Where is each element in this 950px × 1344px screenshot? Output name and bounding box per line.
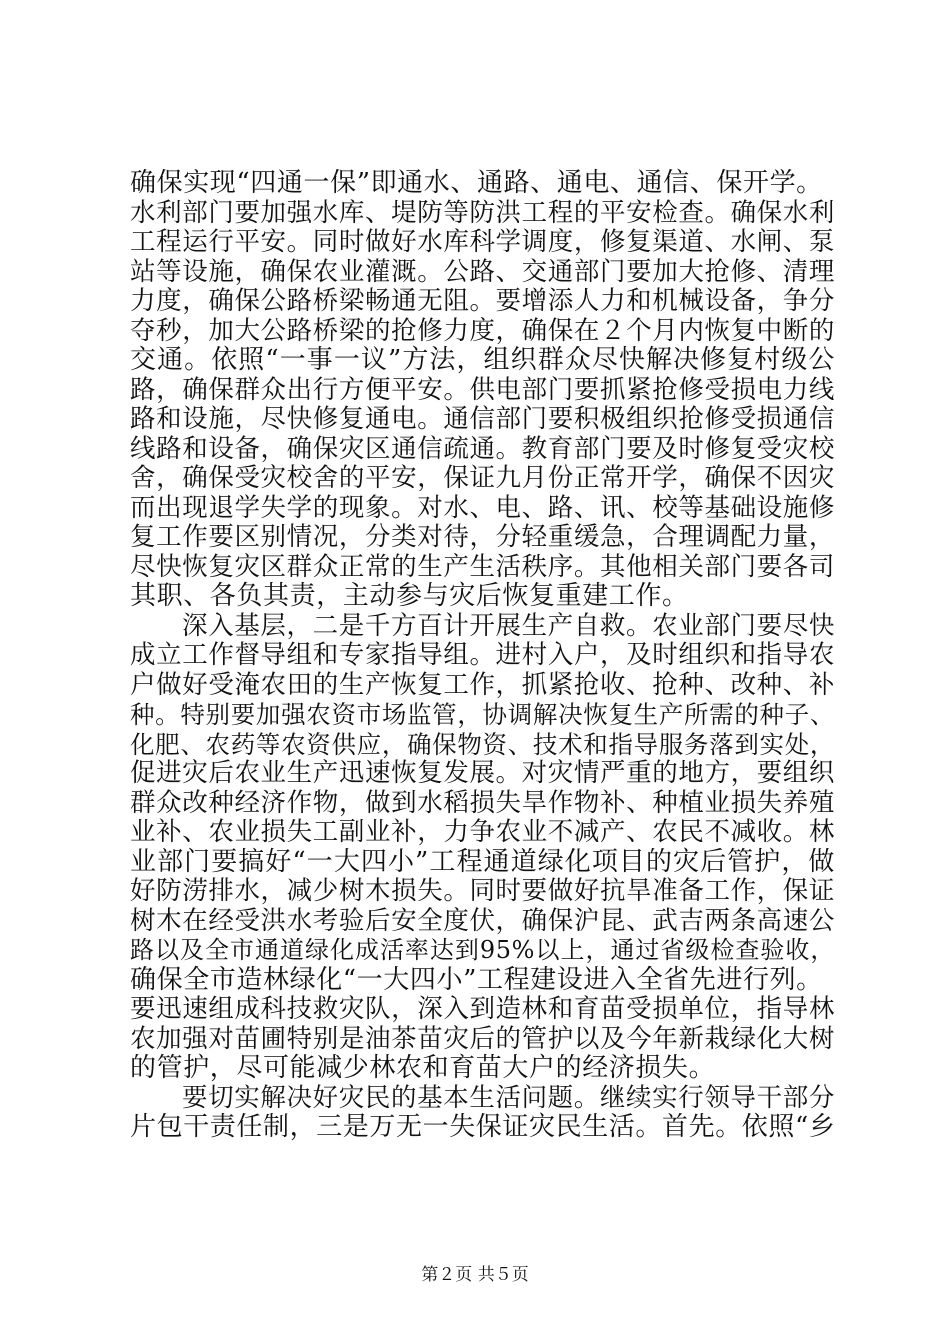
text-line: 舍，确保受灾校舍的平安，保证九月份正常开学，确保不因灾 <box>130 463 835 493</box>
text-line: 交通。依照“一事一议”方法，组织群众尽快解决修复村级公 <box>130 345 835 375</box>
text-line: 复工作要区别情况，分类对待，分轻重缓急，合理调配力量， <box>130 522 835 552</box>
text-line: 树木在经受洪水考验后安全度伏，确保沪昆、武吉两条高速公 <box>130 905 835 936</box>
document-body <box>130 169 835 1143</box>
text-line: 户做好受淹农田的生产恢复工作，抓紧抢收、抢种、改种、补 <box>130 669 835 700</box>
page-number-footer: 第２页 共５页 <box>421 1265 529 1285</box>
text-line: 其职、各负其责，主动参与灾后恢复重建工作。 <box>130 581 689 611</box>
text-line: 业部门要搞好“一大四小”工程通道绿化项目的灾后管护，做 <box>130 846 835 877</box>
text-line: 而出现退学失学的现象。对水、电、路、讯、校等基础设施修 <box>130 492 835 523</box>
text-line: 路以及全市通道绿化成活率达到95%以上，通过省级检查验收， <box>130 936 835 964</box>
text-line: 要迅速组成科技救灾队，深入到造林和育苗受损单位，指导林 <box>130 994 835 1024</box>
text-line: 成立工作督导组和专家指导组。进村入户，及时组织和指导农 <box>130 640 835 670</box>
text-line: 站等设施，确保农业灌溉。公路、交通部门要加大抢修、清理 <box>130 256 835 287</box>
text-line: 线路和设备，确保灾区通信疏通。教育部门要及时修复受灾校 <box>130 433 835 464</box>
text-line: 尽快恢复灾区群众正常的生产生活秩序。其他相关部门要各司 <box>130 551 835 582</box>
text-line: 工程运行平安。同时做好水库科学调度，修复渠道、水闸、泵 <box>130 227 835 257</box>
text-line: 要切实解决好灾民的基本生活问题。继续实行领导干部分 <box>182 1082 835 1113</box>
text-line: 片包干责任制，三是万无一失保证灾民生活。首先。依照“乡 <box>130 1112 836 1142</box>
text-line: 群众改种经济作物，做到水稻损失旱作物补、种植业损失养殖 <box>130 787 835 818</box>
text-line: 农加强对苗圃特别是油茶苗灾后的管护以及今年新栽绿化大树 <box>130 1023 835 1054</box>
text-line: 路和设施，尽快修复通电。通信部门要积极组织抢修受损通信 <box>130 404 835 434</box>
text-line: 水利部门要加强水库、堤防等防洪工程的平安检查。确保水利 <box>130 197 835 228</box>
text-line: 深入基层，二是千方百计开展生产自救。农业部门要尽快 <box>182 610 835 641</box>
text-line: 的管护，尽可能减少林农和育苗大户的经济损失。 <box>130 1053 716 1083</box>
text-line: 夺秒，加大公路桥梁的抢修力度，确保在２个月内恢复中断的 <box>130 315 835 346</box>
text-line: 好防涝排水，减少树木损失。同时要做好抗旱准备工作，保证 <box>130 876 835 906</box>
text-line: 促进灾后农业生产迅速恢复发展。对灾情严重的地方，要组织 <box>130 758 835 788</box>
text-line: 力度，确保公路桥梁畅通无阻。要增添人力和机械设备，争分 <box>130 286 835 316</box>
text-line: 种。特别要加强农资市场监管，协调解决恢复生产所需的种子、 <box>130 700 835 729</box>
text-line: 路，确保群众出行方便平安。供电部门要抓紧抢修受损电力线 <box>130 374 835 405</box>
text-line: 确保实现“四通一保”即通水、通路、通电、通信、保开学。 <box>130 168 823 198</box>
text-line: 确保全市造林绿化“一大四小”工程建设进入全省先进行列。 <box>130 964 823 995</box>
text-line: 业补、农业损失工副业补，力争农业不减产、农民不减收。林 <box>130 817 835 847</box>
text-line: 化肥、农药等农资供应，确保物资、技术和指导服务落到实处， <box>130 729 835 759</box>
